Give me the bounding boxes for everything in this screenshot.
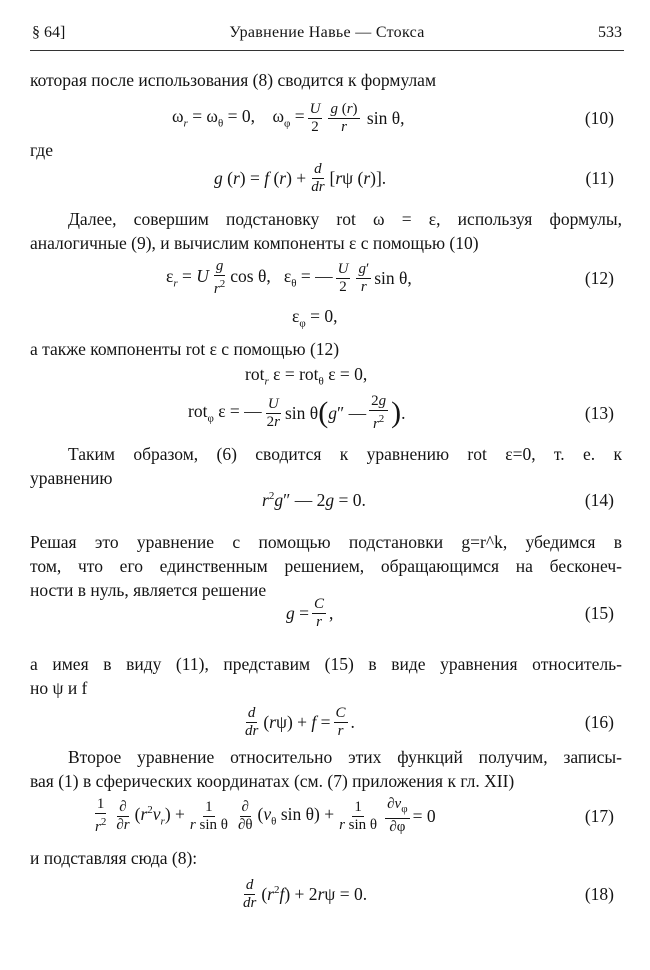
equation-number-11: (11) <box>585 167 614 188</box>
paragraph-8-line-2: вая (1) в сферических координатах (см. (7) приложения к гл. XII) <box>30 771 515 791</box>
equation-10: $\omega_r = \omega_\theta = 0$, $\omega_\varphi$ = $\frac{U}{2}$ $\frac{g (r)}{r}$ sin θ, <box>172 100 405 135</box>
header-rule <box>30 50 624 51</box>
equation-11: g (r) = f (r) + $\frac{d}{dr}$ [rψ (r)]. <box>214 160 387 195</box>
equation-17: $\frac{1}{r^2}$ $\frac{\partial}{\partial r}$ $(r^2v_r)$ + $\frac{1}{\text{r sin θ}}$ $\frac{\partial}{\partial\theta}$ ($v_\theta$ sin θ) + $\frac{1}{\text{r sin θ}}$ $\frac{\partial v_\varphi}{\partial\varphi}$ = 0 <box>95 796 436 835</box>
equation-number-14: (14) <box>584 489 614 510</box>
header-title: Уравнение Навье — Стокса <box>229 24 425 41</box>
running-header <box>32 24 622 48</box>
paragraph-3-line-2: аналогичные (9), и вычислим компоненты ε с помощью (10) <box>30 233 479 253</box>
paragraph-5-line-1: Таким образом, (6) сводится к уравнению rot ε=0, т. е. к <box>68 444 622 464</box>
paragraph-6-line-1: Решая это уравнение с помощью подстановки g=r^k, убедимся в <box>30 532 622 552</box>
paragraph-1: которая после использования (8) сводится к формулам <box>30 70 437 90</box>
paragraph-2: где <box>30 140 53 160</box>
equation-number-15: (15) <box>584 602 614 623</box>
equation-number-13: (13) <box>584 402 614 423</box>
equation-18: $\frac{d}{dr}$ $(r^2f) + 2r\psi = 0$. <box>243 876 368 911</box>
equation-number-18: (18) <box>584 883 614 904</box>
equation-13-a: rot$_r$ ε = rot$_\theta$ ε = 0, <box>245 364 368 388</box>
paragraph-9: и подставляя сюда (8): <box>30 848 198 868</box>
header-section: § 64] <box>32 24 66 41</box>
page-number: 533 <box>598 24 622 41</box>
equation-14: $r^2g''$ — 2g = 0. <box>262 489 366 510</box>
equation-16: $\frac{d}{dr}$ (rψ) + f = $\frac{C}{r}$ . <box>245 704 355 739</box>
paragraph-7-line-2: но ψ и f <box>30 678 88 698</box>
equation-number-16: (16) <box>584 711 614 732</box>
paragraph-7-line-1: а имея в виду (11), представим (15) в виде уравнения относитель- <box>30 654 622 674</box>
paragraph-4: а также компоненты rot ε с помощью (12) <box>30 339 340 359</box>
paragraph-3-line-1: Далее, совершим подстановку rot ω = ε, используя формулы, <box>68 209 622 229</box>
equation-15: g = $\frac{C}{r}$ , <box>286 595 334 630</box>
paragraph-5-line-2: уравнению <box>30 468 113 488</box>
equation-number-10: (10) <box>584 107 614 128</box>
equation-12-phi: $\varepsilon_\varphi = 0$, <box>292 306 338 330</box>
equation-12: $\varepsilon_r = U$ $\frac{g}{r^2}$ cos θ, $\varepsilon_\theta$ = — $\frac{U}{2}$ $\frac{g'}{r}$ sin θ, <box>166 258 412 297</box>
equation-number-17: (17) <box>584 805 614 826</box>
paragraph-6-line-3: ности в нуль, является решение <box>30 580 267 600</box>
equation-number-12: (12) <box>584 267 614 288</box>
paragraph-8-line-1: Второе уравнение относительно этих функций получим, записы- <box>68 747 622 767</box>
paragraph-6-line-2: том, что его единственным решением, обращающимся на бесконеч- <box>30 556 622 576</box>
equation-13: rot$_\varphi$ ε = — $\frac{U}{2r}$ sin θ ( g″ — $\frac{2g}{r^2}$ ) . <box>188 393 406 432</box>
